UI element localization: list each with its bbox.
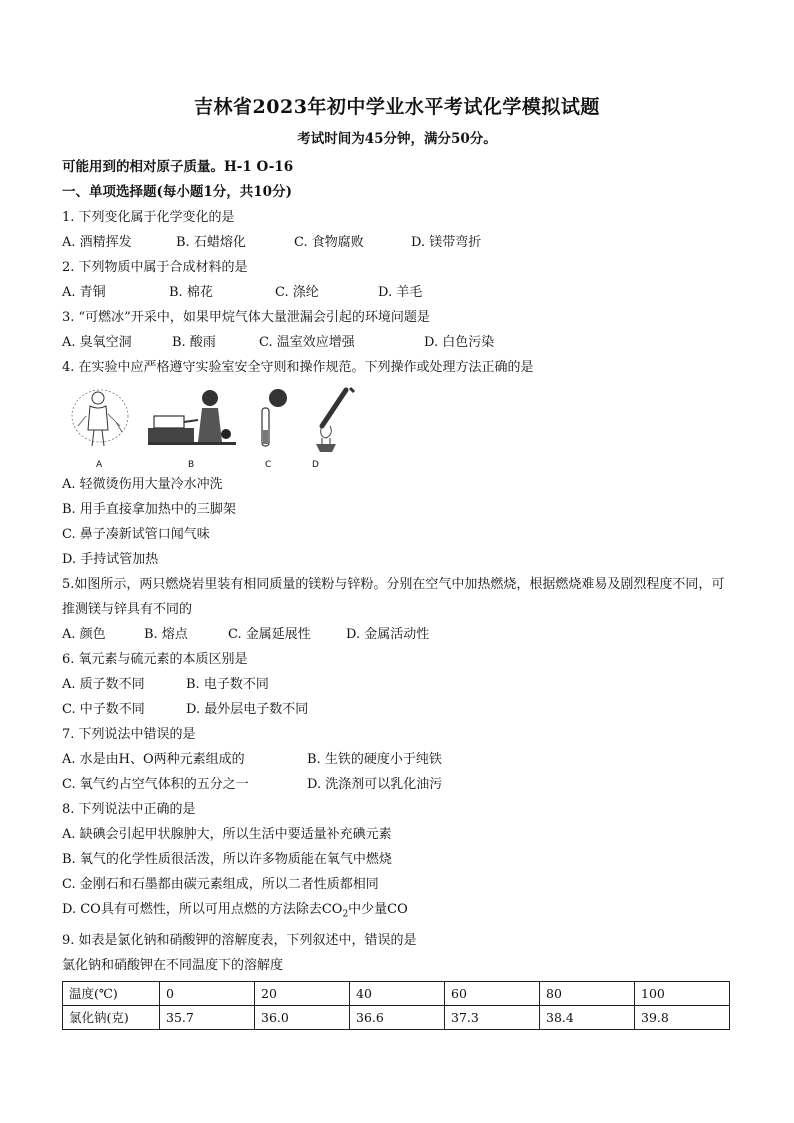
table-cell: 0 — [160, 981, 255, 1005]
q8-option-c: C. 金刚石和石墨都由碳元素组成，所以二者性质都相同 — [62, 877, 379, 892]
q4-option-a: A. 轻微烫伤用大量冷水冲洗 — [62, 477, 223, 492]
q1-option-c: C. 食物腐败 — [294, 235, 364, 250]
q7-options-row2 — [62, 772, 732, 797]
q4-figure — [62, 386, 732, 468]
figure-c-smell-tube — [254, 386, 294, 468]
q2-option-a: A. 青铜 — [62, 285, 106, 300]
table-cell: 39.8 — [635, 1005, 730, 1029]
exam-page — [62, 92, 732, 1030]
q2-option-c: C. 涤纶 — [275, 285, 319, 300]
q1-stem: 1. 下列变化属于化学变化的是 — [62, 210, 235, 225]
q8-option-d — [62, 897, 732, 928]
atomic-mass-note: 可能用到的相对原子质量。H-1 O-16 — [62, 159, 294, 175]
q3-options — [62, 330, 732, 355]
figure-label-d: D — [312, 460, 319, 470]
q8-stem: 8. 下列说法中正确的是 — [62, 802, 196, 817]
q6-options-row1 — [62, 672, 732, 697]
q2-options — [62, 280, 732, 305]
q4-option-b: B. 用手直接拿加热中的三脚架 — [62, 502, 236, 517]
q6-option-b: B. 电子数不同 — [186, 677, 269, 692]
table-cell: 100 — [635, 981, 730, 1005]
q8-option-d-sub: 2 — [342, 909, 349, 920]
q6-option-a: A. 质子数不同 — [62, 677, 145, 692]
table-row — [63, 981, 730, 1005]
q4-option-c: C. 鼻子凑新试管口闻气味 — [62, 527, 210, 542]
q8-option-d-prefix: D. CO具有可燃性，所以可用点燃的方法除去CO — [62, 902, 343, 917]
figure-a-burn-rinse — [68, 386, 132, 468]
q3-option-b: B. 酸雨 — [172, 335, 216, 350]
table-cell: 36.6 — [350, 1005, 445, 1029]
q8-option-d-suffix: 中少量CO — [348, 902, 408, 917]
table-cell: 36.0 — [255, 1005, 350, 1029]
q7-options-row1 — [62, 747, 732, 772]
q5-options — [62, 622, 732, 647]
exam-subtitle: 考试时间为45分钟，满分50分。 — [297, 131, 497, 147]
q4-stem: 4. 在实验中应严格遵守实验室安全守则和操作规范。下列操作或处理方法正确的是 — [62, 360, 534, 375]
table-cell: 氯化钠(克) — [63, 1005, 160, 1029]
q7-option-d: D. 洗涤剂可以乳化油污 — [307, 777, 443, 792]
q7-option-c: C. 氧气约占空气体积的五分之一 — [62, 777, 249, 792]
figure-label-c: C — [265, 460, 272, 470]
q4-option-d: D. 手持试管加热 — [62, 552, 159, 567]
q9-table-caption: 氯化钠和硝酸钾在不同温度下的溶解度 — [62, 957, 284, 973]
q6-stem: 6. 氧元素与硫元素的本质区别是 — [62, 652, 248, 667]
table-cell: 60 — [445, 981, 540, 1005]
table-cell: 35.7 — [160, 1005, 255, 1029]
table-cell: 温度(℃) — [63, 981, 160, 1005]
q5-stem: 5.如图所示，两只燃烧岩里装有相同质量的镁粉与锌粉。分别在空气中加热燃烧，根据燃烧难易及剧烈程度不同，可推测镁与锌具有不同的 — [62, 577, 725, 617]
table-cell: 20 — [255, 981, 350, 1005]
q2-option-d: D. 羊毛 — [378, 285, 423, 300]
q7-option-b: B. 生铁的硬度小于纯铁 — [307, 752, 442, 767]
q1-option-b: B. 石蜡熔化 — [176, 235, 246, 250]
q7-stem: 7. 下列说法中错误的是 — [62, 727, 196, 742]
q6-option-c: C. 中子数不同 — [62, 702, 145, 717]
exam-title: 吉林省2023年初中学业水平考试化学模拟试题 — [194, 96, 600, 118]
q7-option-a: A. 水是由H、O两种元素组成的 — [62, 752, 245, 767]
q5-option-d: D. 金属活动性 — [346, 627, 430, 642]
q6-options-row2 — [62, 697, 732, 722]
table-cell: 80 — [540, 981, 635, 1005]
q8-option-a: A. 缺碘会引起甲状腺肿大，所以生活中要适量补充碘元素 — [62, 827, 392, 842]
q2-stem: 2. 下列物质中属于合成材料的是 — [62, 260, 248, 275]
q5-option-c: C. 金属延展性 — [228, 627, 311, 642]
q6-option-d: D. 最外层电子数不同 — [186, 702, 309, 717]
table-cell: 40 — [350, 981, 445, 1005]
q3-option-c: C. 温室效应增强 — [259, 335, 355, 350]
q2-option-b: B. 棉花 — [169, 285, 213, 300]
q9-stem: 9. 如表是氯化钠和硝酸钾的溶解度表，下列叙述中，错误的是 — [62, 932, 417, 948]
q3-option-d: D. 白色污染 — [424, 335, 495, 350]
q3-option-a: A. 臭氧空洞 — [62, 335, 132, 350]
q5-option-b: B. 熔点 — [144, 627, 188, 642]
q1-option-a: A. 酒精挥发 — [62, 235, 132, 250]
q5-option-a: A. 颜色 — [62, 627, 106, 642]
solubility-table — [62, 981, 730, 1030]
figure-label-a: A — [96, 460, 103, 470]
section-heading: 一、单项选择题(每小题1分，共10分) — [62, 184, 292, 200]
q3-stem: 3. “可燃冰”开采中，如果甲烷气体大量泄漏会引起的环境问题是 — [62, 310, 430, 325]
table-row — [63, 1005, 730, 1029]
figure-label-b: B — [188, 460, 195, 470]
figure-b-tripod — [146, 386, 238, 468]
q1-option-d: D. 镁带弯折 — [411, 235, 482, 250]
q8-option-b: B. 氧气的化学性质很活泼，所以许多物质能在氧气中燃烧 — [62, 852, 392, 867]
q1-options — [62, 230, 732, 255]
table-cell: 38.4 — [540, 1005, 635, 1029]
figure-d-heating-tube — [306, 386, 362, 468]
table-cell: 37.3 — [445, 1005, 540, 1029]
